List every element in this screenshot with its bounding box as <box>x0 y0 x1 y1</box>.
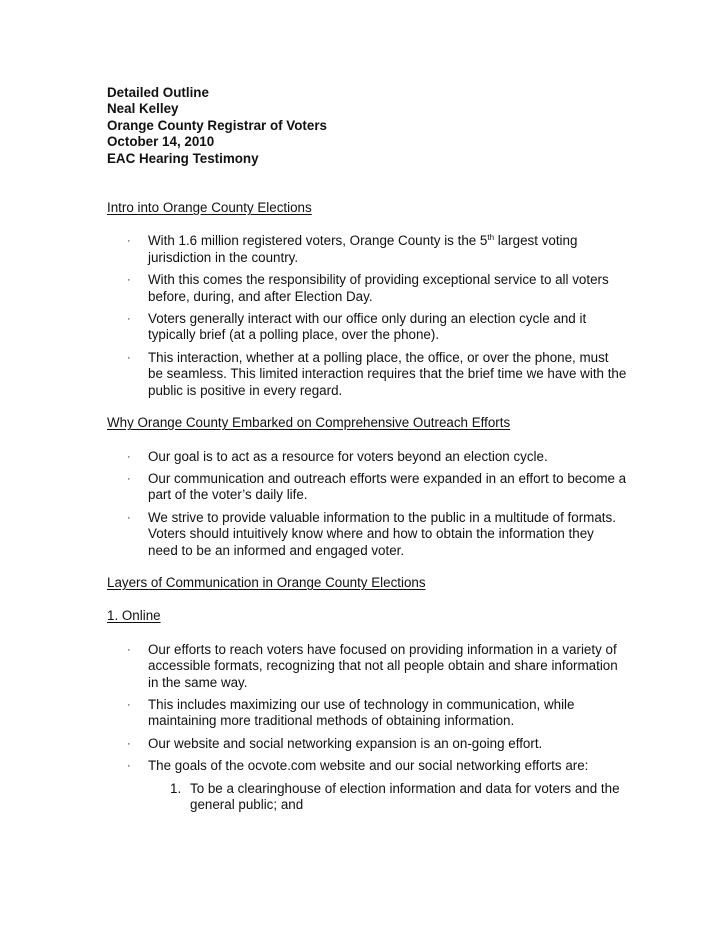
list-item: · Our website and social networking expansion is an on-going effort. <box>127 735 543 751</box>
section-layers <box>107 575 627 813</box>
section-heading: Intro into Orange County Elections <box>107 200 312 216</box>
document-title: Detailed Outline <box>107 85 209 100</box>
list-number: 1. <box>170 780 182 796</box>
section-heading: Layers of Communication in Orange County Elections <box>107 574 426 590</box>
bullet-list <box>107 642 627 814</box>
list-item: · The goals of the ocvote.com website and our social networking efforts are: 1. To be a clearinghouse of election information and data for voters and the general public; and <box>107 758 627 813</box>
subsection-heading-online: 1. Online <box>107 608 161 624</box>
list-item: · We strive to provide valuable information to the public in a multitude of formats. Voters should intuitively know where and how to obtain the information they need to be an informed and engaged voter. <box>127 509 616 558</box>
bullet-icon: · <box>127 235 131 248</box>
section-outreach <box>107 415 627 559</box>
list-item: · This interaction, whether at a polling place, the office, or over the phone, must be seamless. This limited interaction requires that the brief time we have with the public is positive in every regard. <box>127 349 627 398</box>
document-page <box>107 85 627 819</box>
bullet-list <box>107 449 627 559</box>
list-item: · Our goal is to act as a resource for voters beyond an election cycle. <box>127 448 548 464</box>
bullet-icon: · <box>127 313 131 326</box>
bullet-icon: · <box>127 737 131 750</box>
list-item: · This includes maximizing our use of technology in communication, while maintaining more traditional methods of obtaining information. <box>127 696 575 729</box>
list-item: · Voters generally interact with our office only during an election cycle and it typically brief (at a polling place, over the phone). <box>127 311 587 343</box>
bullet-list <box>107 233 627 399</box>
document-date: October 14, 2010 <box>107 134 215 150</box>
bullet-icon: · <box>127 760 131 773</box>
bullet-icon: · <box>127 472 131 485</box>
list-item: · Our communication and outreach efforts were expanded in an effort to become a part of the voter’s daily life. <box>127 470 627 503</box>
bullet-icon: · <box>127 274 131 287</box>
list-item: · Our efforts to reach voters have focused on providing information in a variety of accessible formats, recognizing that not all people obtain and share information in the same way. <box>127 641 618 690</box>
numbered-list <box>148 781 627 814</box>
section-heading: Why Orange County Embarked on Comprehensive Outreach Efforts <box>107 415 511 431</box>
bullet-icon: · <box>127 351 131 364</box>
author-name: Neal Kelley <box>107 101 179 117</box>
bullet-icon: · <box>127 698 131 711</box>
numbered-item: 1. To be a clearinghouse of election information and data for voters and the general public; and <box>170 780 620 812</box>
bullet-icon: · <box>127 643 131 656</box>
bullet-icon: · <box>127 450 131 463</box>
section-intro <box>107 200 627 399</box>
author-title: Orange County Registrar of Voters <box>107 117 327 133</box>
list-item: · With this comes the responsibility of providing exceptional service to all voters before, during, and after Election Day. <box>127 272 609 304</box>
document-subject: EAC Hearing Testimony <box>107 150 259 166</box>
list-item: · With 1.6 million registered voters, Orange County is the 5th largest voting jurisdiction in the country. <box>127 233 578 265</box>
bullet-icon: · <box>127 511 131 524</box>
document-header <box>107 85 627 167</box>
